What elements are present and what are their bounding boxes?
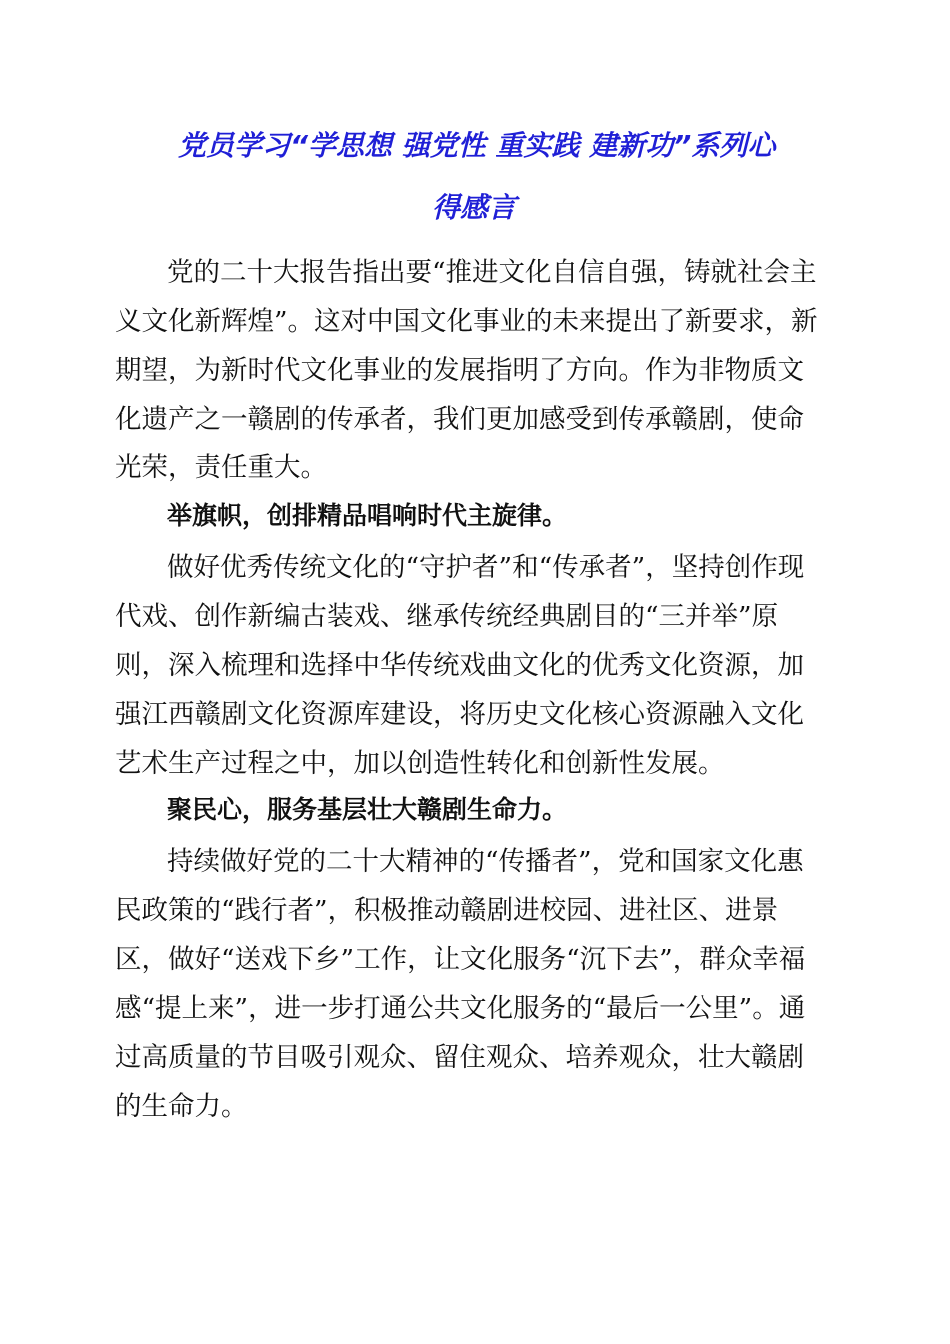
- paragraph-3-line-1: 持续做好党的二十大精神的“传播者”，党和国家文化惠: [167, 846, 804, 877]
- paragraph-3-line-3: 区，做好“送戏下乡”工作，让文化服务“沉下去”，群众幸福: [115, 944, 806, 975]
- paragraph-2-line-3: 则，深入梳理和选择中华传统戏曲文化的优秀文化资源，加: [115, 650, 804, 681]
- paragraph-2-line-1: 做好优秀传统文化的“守护者”和“传承者”，坚持创作现: [167, 552, 805, 583]
- document-title-line-1: 党员学习“学思想 强党性 重实践 建新功”系列心: [178, 129, 776, 162]
- section-heading-1: 举旗帜，创排精品唱响时代主旋律。: [167, 501, 568, 530]
- paragraph-2-line-5: 艺术生产过程之中，加以创造性转化和创新性发展。: [115, 748, 725, 779]
- paragraph-1-line-2: 义文化新辉煌”。这对中国文化事业的未来提出了新要求，新: [115, 306, 818, 337]
- paragraph-3-line-2: 民政策的“践行者”，积极推动赣剧进校园、进社区、进景: [115, 895, 779, 926]
- paragraph-2-line-4: 强江西赣剧文化资源库建设，将历史文化核心资源融入文化: [115, 699, 804, 730]
- paragraph-2-line-2: 代戏、创作新编古装戏、继承传统经典剧目的“三并举”原: [115, 601, 779, 632]
- document-title-line-2: 得感言: [432, 191, 517, 224]
- paragraph-1-line-3: 期望，为新时代文化事业的发展指明了方向。作为非物质文: [115, 355, 804, 386]
- paragraph-3-line-6: 的生命力。: [115, 1091, 248, 1122]
- section-heading-2: 聚民心，服务基层壮大赣剧生命力。: [167, 795, 568, 824]
- paragraph-3-line-5: 过高质量的节目吸引观众、留住观众、培养观众，壮大赣剧: [115, 1042, 804, 1073]
- paragraph-1-line-4: 化遗产之一赣剧的传承者，我们更加感受到传承赣剧，使命: [115, 404, 804, 435]
- paragraph-1-line-5: 光荣，责任重大。: [115, 452, 327, 483]
- paragraph-1-line-1: 党的二十大报告指出要“推进文化自信自强，铸就社会主: [167, 257, 817, 288]
- paragraph-3-line-4: 感“提上来”，进一步打通公共文化服务的“最后一公里”。通: [115, 993, 806, 1024]
